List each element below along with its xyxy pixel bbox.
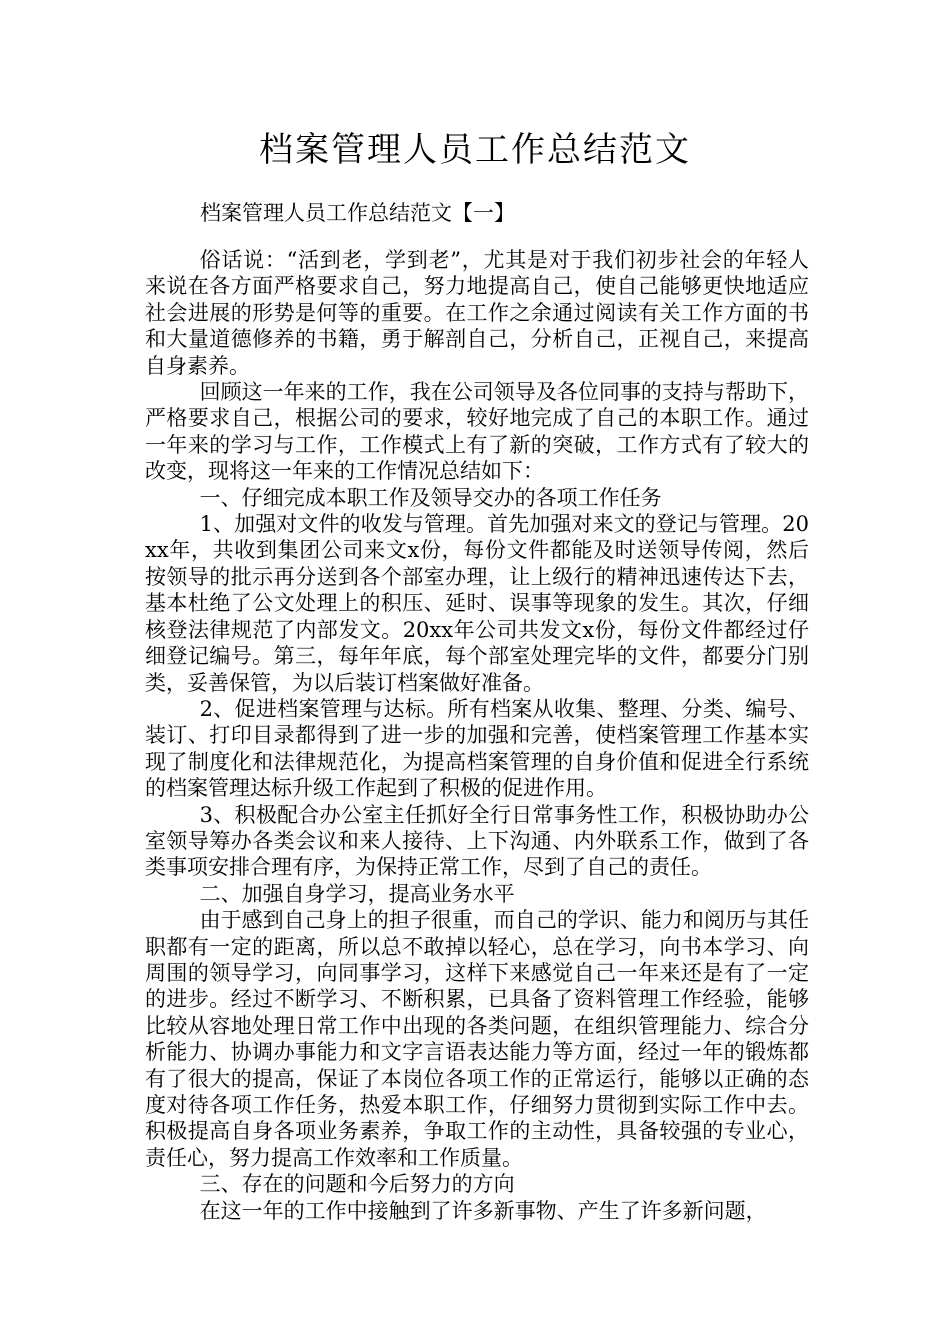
paragraph-item-1: 1、加强对文件的收发与管理。首先加强对来文的登记与管理。20xx年，共收到集团公司来文x份，每份文件都能及时送领导传阅，然后按领导的批示再分送到各个部室办理，让上级行的精神迅速传达下去，基本杜绝了公文处理上的积压、延时、误事等现象的发生。其次，仔细核登法律规范了内部发文。20xx年公司共发文x份，每份文件都经过仔细登记编号。第三，每年年底，每个部室处理完毕的文件，都要分门别类，妥善保管，为以后装订档案做好准备。 <box>145 512 809 695</box>
document-body <box>145 247 809 1224</box>
paragraph-intro: 俗话说：“活到老，学到老”，尤其是对于我们初步社会的年轻人来说在各方面严格要求自己，努力地提高自己，使自己能够更快地适应社会进展的形势是何等的重要。在工作之余通过阅读有关工作方面的书和大量道德修养的书籍，勇于解剖自己，分析自己，正视自己，来提高自身素养。 <box>145 248 809 378</box>
paragraph-item-3: 3、积极配合办公室主任抓好全行日常事务性工作，积极协助办公室领导筹办各类会议和来人接待、上下沟通、内外联系工作，做到了各类事项安排合理有序，为保持正常工作，尽到了自己的责任。 <box>145 802 809 880</box>
paragraph-problems: 在这一年的工作中接触到了许多新事物、产生了许多新问题， <box>199 1198 767 1223</box>
paragraph-review: 回顾这一年来的工作，我在公司领导及各位同事的支持与帮助下，严格要求自己，根据公司的要求，较好地完成了自己的本职工作。通过一年来的学习与工作，工作模式上有了新的突破，工作方式有了较大的改变，现将这一年来的工作情况总结如下： <box>145 380 809 484</box>
section-heading-2: 二、加强自身学习，提高业务水平 <box>199 881 515 906</box>
section-heading-3: 三、存在的问题和今后努力的方向 <box>199 1172 515 1197</box>
document-title: 档案管理人员工作总结范文 <box>259 130 691 170</box>
paragraph-study: 由于感到自己身上的担子很重，而自己的学识、能力和阅历与其任职都有一定的距离，所以总不敢掉以轻心，总在学习，向书本学习、向周围的领导学习，向同事学习，这样下来感觉自己一年来还是有了一定的进步。经过不断学习、不断积累，已具备了资料管理工作经验，能够比较从容地处理日常工作中出现的各类问题，在组织管理能力、综合分析能力、协调办事能力和文字言语表达能力等方面，经过一年的锻炼都有了很大的提高，保证了本岗位各项工作的正常运行，能够以正确的态度对待各项工作任务，热爱本职工作，仔细努力贯彻到实际工作中去。积极提高自身各项业务素养，争取工作的主动性，具备较强的专业心，责任心，努力提高工作效率和工作质量。 <box>145 908 809 1170</box>
section-heading-1: 一、仔细完成本职工作及领导交办的各项工作任务 <box>199 485 662 510</box>
paragraph-item-2: 2、促进档案管理与达标。所有档案从收集、整理、分类、编号、装订、打印目录都得到了进一步的加强和完善，使档案管理工作基本实现了制度化和法律规范化，为提高档案管理的自身价值和促进全行系统的档案管理达标升级工作起到了积极的促进作用。 <box>145 696 809 801</box>
document-subtitle: 档案管理人员工作总结范文【一】 <box>200 201 515 225</box>
